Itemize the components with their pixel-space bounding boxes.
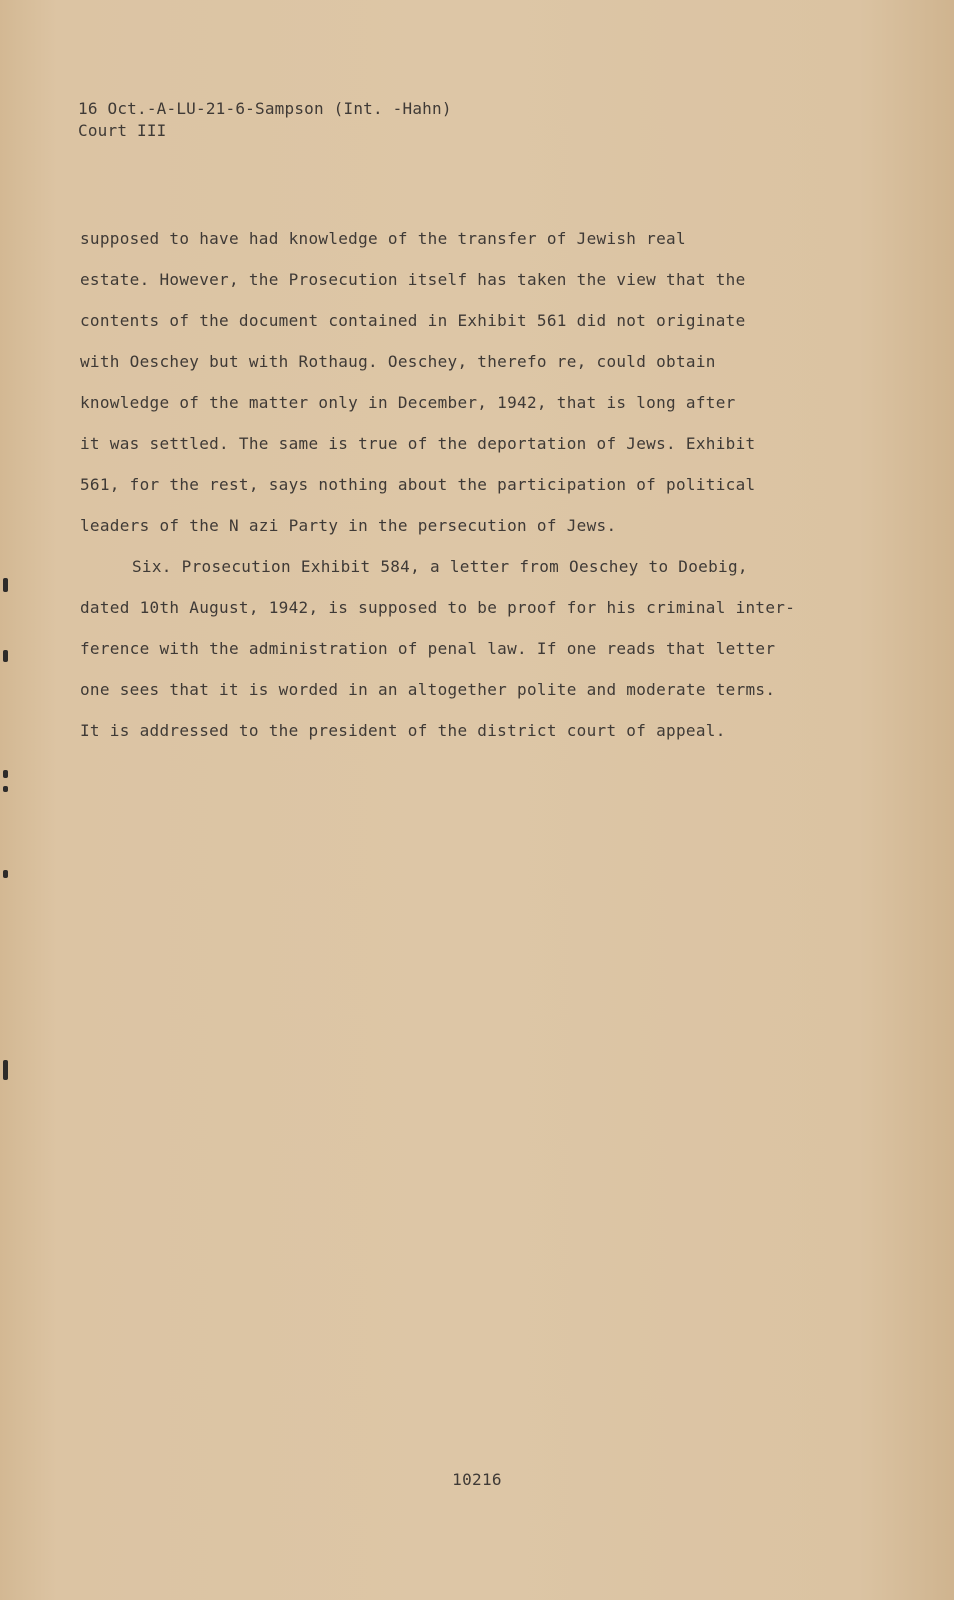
body-line: contents of the document contained in Exhibit 561 did not originate: [80, 311, 746, 330]
punch-hole-mark: [3, 870, 8, 878]
body-line: supposed to have had knowledge of the transfer of Jewish real: [80, 229, 686, 248]
paragraph-six-start: Six. Prosecution Exhibit 584, a letter from Oeschey to Doebig,: [132, 557, 748, 576]
document-header: [78, 98, 452, 142]
body-line: leaders of the N azi Party in the persecution of Jews.: [80, 516, 617, 535]
body-line: with Oeschey but with Rothaug. Oeschey, therefo re, could obtain: [80, 352, 716, 371]
punch-hole-mark: [3, 1060, 8, 1080]
page-number: 10216: [452, 1470, 502, 1489]
body-line: dated 10th August, 1942, is supposed to be proof for his criminal inter-: [80, 598, 796, 617]
body-line: ference with the administration of penal law. If one reads that letter: [80, 639, 776, 658]
body-line: one sees that it is worded in an altogether polite and moderate terms.: [80, 680, 776, 699]
body-line: it was settled. The same is true of the deportation of Jews. Exhibit: [80, 434, 756, 453]
body-line: It is addressed to the president of the district court of appeal.: [80, 721, 726, 740]
body-line: estate. However, the Prosecution itself has taken the view that the: [80, 270, 746, 289]
punch-hole-mark: [3, 578, 8, 592]
document-body: [80, 218, 840, 751]
header-case-line: 16 Oct.-A-LU-21-6-Sampson (Int. -Hahn): [78, 99, 452, 118]
body-line: knowledge of the matter only in December, 1942, that is long after: [80, 393, 736, 412]
body-line: 561, for the rest, says nothing about the participation of political: [80, 475, 756, 494]
header-court-line: Court III: [78, 121, 167, 140]
punch-hole-mark: [3, 786, 8, 792]
punch-hole-mark: [3, 650, 8, 662]
punch-hole-mark: [3, 770, 8, 778]
